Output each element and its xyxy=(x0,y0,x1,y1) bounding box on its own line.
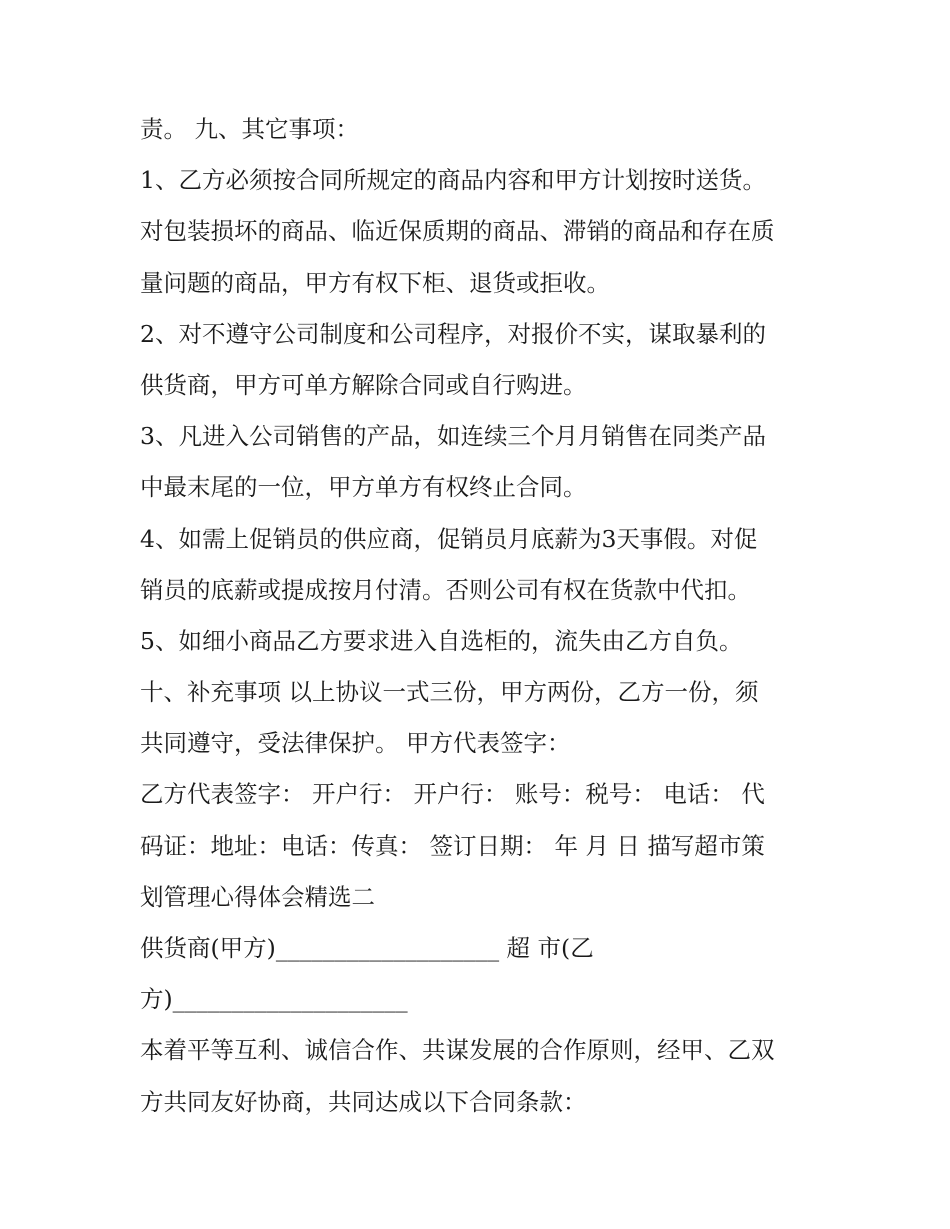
document-body xyxy=(140,104,820,1128)
text-line: 责。 九、其它事项： xyxy=(140,115,359,143)
text-line: 本着平等互利、诚信合作、共谋发展的合作原则，经甲、乙双 xyxy=(140,1036,775,1065)
text-line: 中最末尾的一位，甲方单方有权终止合同。 xyxy=(140,473,587,502)
text-line: 供货商(甲方)___________________ 超 市(乙 xyxy=(140,934,594,962)
text-line: 2、对不遵守公司制度和公司程序，对报价不实，谋取暴利的 xyxy=(140,319,766,348)
text-line: 3、凡进入公司销售的产品，如连续三个月月销售在同类产品 xyxy=(140,422,766,451)
text-line: 码证：地址：电话：传真： 签订日期： 年 月 日 描写超市策 xyxy=(140,831,765,860)
text-line: 方共同友好协商，共同达成以下合同条款： xyxy=(140,1087,587,1116)
text-line: 乙方代表签字： 开户行： 开户行： 账号：税号： 电话： 代 xyxy=(140,780,765,809)
text-line: 量问题的商品，甲方有权下柜、退货或拒收。 xyxy=(140,268,610,297)
text-line: 划管理心得体会精选二 xyxy=(140,882,375,911)
text-line: 供货商，甲方可单方解除合同或自行购进。 xyxy=(140,370,587,399)
text-line: 1、乙方必须按合同所规定的商品内容和甲方计划按时送货。 xyxy=(140,166,766,195)
text-line: 对包装损坏的商品、临近保质期的商品、滞销的商品和存在质 xyxy=(140,217,775,246)
text-line: 销员的底薪或提成按月付清。否则公司有权在货款中代扣。 xyxy=(140,575,751,604)
text-line: 4、如需上促销员的供应商，促销员月底薪为3天事假。对促 xyxy=(140,524,758,553)
text-line: 方)____________________ xyxy=(140,985,408,1014)
text-line: 十、补充事项 以上协议一式三份，甲方两份，乙方一份，须 xyxy=(140,678,759,707)
text-line: 共同遵守，受法律保护。 甲方代表签字： xyxy=(140,729,571,758)
text-line: 5、如细小商品乙方要求进入自选柜的，流失由乙方自负。 xyxy=(140,626,743,655)
